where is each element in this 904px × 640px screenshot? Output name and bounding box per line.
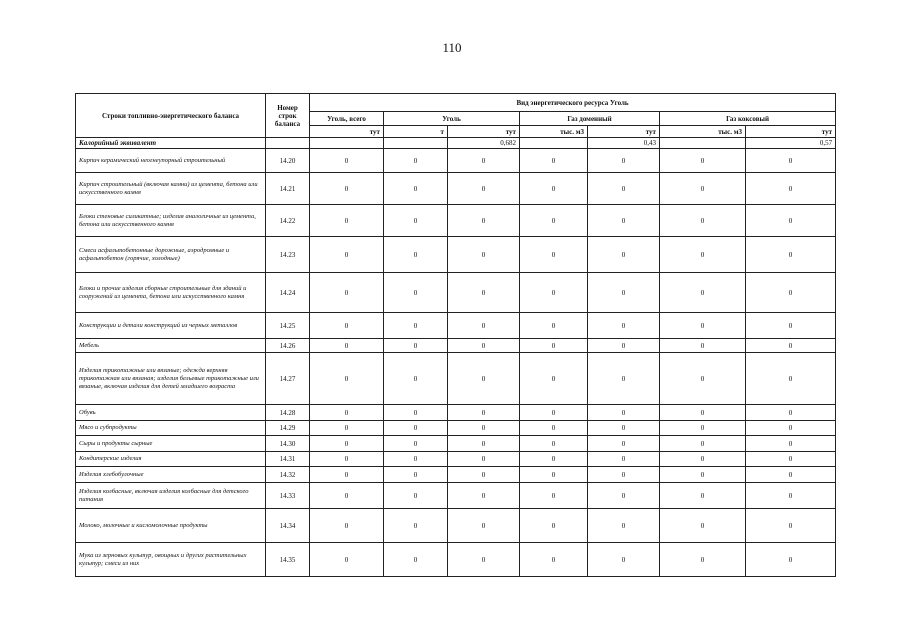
value-cell: 0: [746, 543, 836, 577]
unit-header: т: [384, 126, 448, 138]
value-cell: 0: [746, 237, 836, 273]
value-cell: 0: [588, 452, 660, 467]
row-name: Обувь: [76, 405, 266, 421]
value-cell: 0: [384, 353, 448, 405]
value-cell: 0: [520, 173, 588, 205]
value-cell: 0: [448, 313, 520, 339]
row-number: 14.26: [266, 339, 310, 353]
row-number: 14.23: [266, 237, 310, 273]
value-cell: 0: [448, 452, 520, 467]
table-row: [76, 405, 836, 421]
value-cell: 0: [384, 273, 448, 313]
value-cell: 0: [660, 421, 746, 436]
value-cell: 0: [588, 173, 660, 205]
row-name: Мясо и субпродукты: [76, 421, 266, 436]
table-row: [76, 173, 836, 205]
value-cell: 0: [310, 149, 384, 173]
value-cell: 0: [384, 339, 448, 353]
calorific-row: [76, 138, 836, 149]
row-number: 14.30: [266, 436, 310, 452]
value-cell: 0: [310, 436, 384, 452]
value-cell: 0: [310, 543, 384, 577]
row-number: 14.35: [266, 543, 310, 577]
value-cell: 0: [588, 339, 660, 353]
value-cell: 0: [520, 353, 588, 405]
value-cell: 0: [746, 173, 836, 205]
value-cell: 0: [660, 543, 746, 577]
value-cell: 0: [588, 405, 660, 421]
value-cell: 0: [384, 405, 448, 421]
value-cell: 0: [746, 339, 836, 353]
value-cell: 0: [520, 149, 588, 173]
row-name: Молоко, молочные и кисломолочные продукты: [76, 509, 266, 543]
value-cell: 0: [448, 353, 520, 405]
row-number: 14.24: [266, 273, 310, 313]
value-cell: 0: [310, 509, 384, 543]
value-cell: 0: [310, 421, 384, 436]
value-cell: 0: [448, 509, 520, 543]
value-cell: 0: [660, 436, 746, 452]
value-cell: 0: [310, 273, 384, 313]
value-cell: 0: [520, 237, 588, 273]
unit-header: тыс. м3: [660, 126, 746, 138]
value-cell: 0: [660, 483, 746, 509]
value-cell: 0: [588, 421, 660, 436]
value-cell: 0: [310, 313, 384, 339]
value-cell: 0: [448, 273, 520, 313]
unit-header: тут: [588, 126, 660, 138]
unit-header: тыс. м3: [520, 126, 588, 138]
value-cell: 0: [448, 483, 520, 509]
value-cell: 0: [660, 353, 746, 405]
row-name: Изделия хлебобулочные: [76, 467, 266, 483]
value-cell: 0: [310, 205, 384, 237]
table-row: [76, 273, 836, 313]
value-cell: 0: [588, 353, 660, 405]
value-cell: 0: [746, 509, 836, 543]
value-cell: 0: [448, 205, 520, 237]
table-row: [76, 509, 836, 543]
value-cell: 0: [310, 405, 384, 421]
calorific-value: 0,682: [448, 138, 520, 149]
table-row: [76, 483, 836, 509]
value-cell: 0: [746, 452, 836, 467]
value-cell: 0: [384, 436, 448, 452]
group-header: Уголь: [384, 112, 520, 126]
value-cell: 0: [660, 452, 746, 467]
value-cell: 0: [384, 205, 448, 237]
value-cell: 0: [520, 205, 588, 237]
value-cell: 0: [520, 273, 588, 313]
energy-balance-table: [75, 93, 836, 577]
value-cell: 0: [520, 509, 588, 543]
value-cell: 0: [448, 436, 520, 452]
calorific-value: [660, 138, 746, 149]
table-row: [76, 452, 836, 467]
unit-header: тут: [746, 126, 836, 138]
row-number: 14.28: [266, 405, 310, 421]
value-cell: 0: [588, 467, 660, 483]
row-number: 14.31: [266, 452, 310, 467]
value-cell: 0: [660, 149, 746, 173]
table-row: [76, 543, 836, 577]
calorific-value: 0,57: [746, 138, 836, 149]
value-cell: 0: [746, 313, 836, 339]
table-row: [76, 149, 836, 173]
table-row: [76, 313, 836, 339]
value-cell: 0: [520, 313, 588, 339]
value-cell: 0: [660, 405, 746, 421]
value-cell: 0: [588, 237, 660, 273]
value-cell: 0: [588, 313, 660, 339]
value-cell: 0: [746, 205, 836, 237]
table-row: [76, 436, 836, 452]
row-number: 14.33: [266, 483, 310, 509]
row-number: 14.32: [266, 467, 310, 483]
value-cell: 0: [448, 405, 520, 421]
value-cell: 0: [746, 467, 836, 483]
value-cell: 0: [384, 543, 448, 577]
row-number: 14.34: [266, 509, 310, 543]
group-header: Газ доменный: [520, 112, 660, 126]
value-cell: 0: [588, 436, 660, 452]
row-number: 14.25: [266, 313, 310, 339]
resource-header: Вид энергетического ресурса Уголь: [310, 94, 836, 112]
table-row: [76, 421, 836, 436]
value-cell: 0: [384, 483, 448, 509]
calorific-value: [310, 138, 384, 149]
group-header: Уголь, всего: [310, 112, 384, 126]
value-cell: 0: [660, 467, 746, 483]
value-cell: 0: [448, 237, 520, 273]
calorific-label: Калорийный эквивалент: [76, 138, 266, 149]
row-name: Мука из зерновых культур, овощных и других растительных культур; смеси из них: [76, 543, 266, 577]
value-cell: 0: [588, 149, 660, 173]
value-cell: 0: [448, 421, 520, 436]
row-number: 14.21: [266, 173, 310, 205]
table-row: [76, 467, 836, 483]
row-number: 14.20: [266, 149, 310, 173]
value-cell: 0: [520, 339, 588, 353]
page-number: 110: [442, 40, 462, 55]
value-cell: 0: [746, 436, 836, 452]
row-name: Сыры и продукты сырные: [76, 436, 266, 452]
row-name: Смеси асфальтобетонные дорожные, аэродромные и асфальтобетон (горячие, холодные): [76, 237, 266, 273]
unit-header: тут: [310, 126, 384, 138]
value-cell: 0: [660, 339, 746, 353]
row-number: 14.27: [266, 353, 310, 405]
calorific-value: 0,43: [588, 138, 660, 149]
row-number: 14.29: [266, 421, 310, 436]
value-cell: 0: [660, 509, 746, 543]
table-row: [76, 339, 836, 353]
row-name: Кондитерские изделия: [76, 452, 266, 467]
value-cell: 0: [384, 421, 448, 436]
row-name: Конструкции и детали конструкций из черных металлов: [76, 313, 266, 339]
value-cell: 0: [746, 353, 836, 405]
value-cell: 0: [310, 467, 384, 483]
row-name: Блоки и прочие изделия сборные строительные для зданий и сооружений из цемента, бетона или искусственного камня: [76, 273, 266, 313]
value-cell: 0: [520, 421, 588, 436]
value-cell: 0: [448, 173, 520, 205]
calorific-value: [520, 138, 588, 149]
value-cell: 0: [448, 543, 520, 577]
value-cell: 0: [520, 467, 588, 483]
calorific-number-cell: [266, 138, 310, 149]
value-cell: 0: [310, 237, 384, 273]
table-row: [76, 353, 836, 405]
value-cell: 0: [660, 273, 746, 313]
value-cell: 0: [660, 173, 746, 205]
value-cell: 0: [588, 543, 660, 577]
row-name: Изделия колбасные, включая изделия колбасные для детского питания: [76, 483, 266, 509]
value-cell: 0: [660, 313, 746, 339]
value-cell: 0: [746, 149, 836, 173]
value-cell: 0: [520, 405, 588, 421]
value-cell: 0: [310, 483, 384, 509]
row-name: Кирпич строительный (включая камни) из цемента, бетона или искусственного камня: [76, 173, 266, 205]
group-header: Газ коксовый: [660, 112, 836, 126]
row-number: 14.22: [266, 205, 310, 237]
table-row: [76, 205, 836, 237]
value-cell: 0: [588, 273, 660, 313]
table-row: [76, 237, 836, 273]
value-cell: 0: [384, 467, 448, 483]
value-cell: 0: [384, 173, 448, 205]
value-cell: 0: [588, 509, 660, 543]
value-cell: 0: [448, 339, 520, 353]
calorific-value: [384, 138, 448, 149]
value-cell: 0: [520, 483, 588, 509]
value-cell: 0: [384, 509, 448, 543]
value-cell: 0: [310, 339, 384, 353]
unit-header: тут: [448, 126, 520, 138]
value-cell: 0: [588, 483, 660, 509]
value-cell: 0: [746, 483, 836, 509]
value-cell: 0: [310, 452, 384, 467]
value-cell: 0: [660, 237, 746, 273]
value-cell: 0: [520, 543, 588, 577]
value-cell: 0: [746, 421, 836, 436]
value-cell: 0: [384, 149, 448, 173]
row-name: Изделия трикотажные или вязаные; одежда верхняя трикотажная или вязаная; изделия бельевые трикотажные или вязаные, включая изделия для детей младшего возраста: [76, 353, 266, 405]
value-cell: 0: [746, 273, 836, 313]
value-cell: 0: [384, 452, 448, 467]
row-name: Мебель: [76, 339, 266, 353]
row-number-header: Номер строк баланса: [266, 94, 310, 138]
value-cell: 0: [384, 237, 448, 273]
value-cell: 0: [448, 149, 520, 173]
value-cell: 0: [520, 436, 588, 452]
value-cell: 0: [448, 467, 520, 483]
value-cell: 0: [310, 353, 384, 405]
value-cell: 0: [310, 173, 384, 205]
value-cell: 0: [384, 313, 448, 339]
value-cell: 0: [660, 205, 746, 237]
value-cell: 0: [588, 205, 660, 237]
rows-header: Строки топливно-энергетического баланса: [76, 94, 266, 138]
value-cell: 0: [520, 452, 588, 467]
row-name: Блоки стеновые силикатные; изделия аналогичные из цемента, бетона или искусственного камня: [76, 205, 266, 237]
row-name: Кирпич керамический неогнеупорный строительный: [76, 149, 266, 173]
value-cell: 0: [746, 405, 836, 421]
